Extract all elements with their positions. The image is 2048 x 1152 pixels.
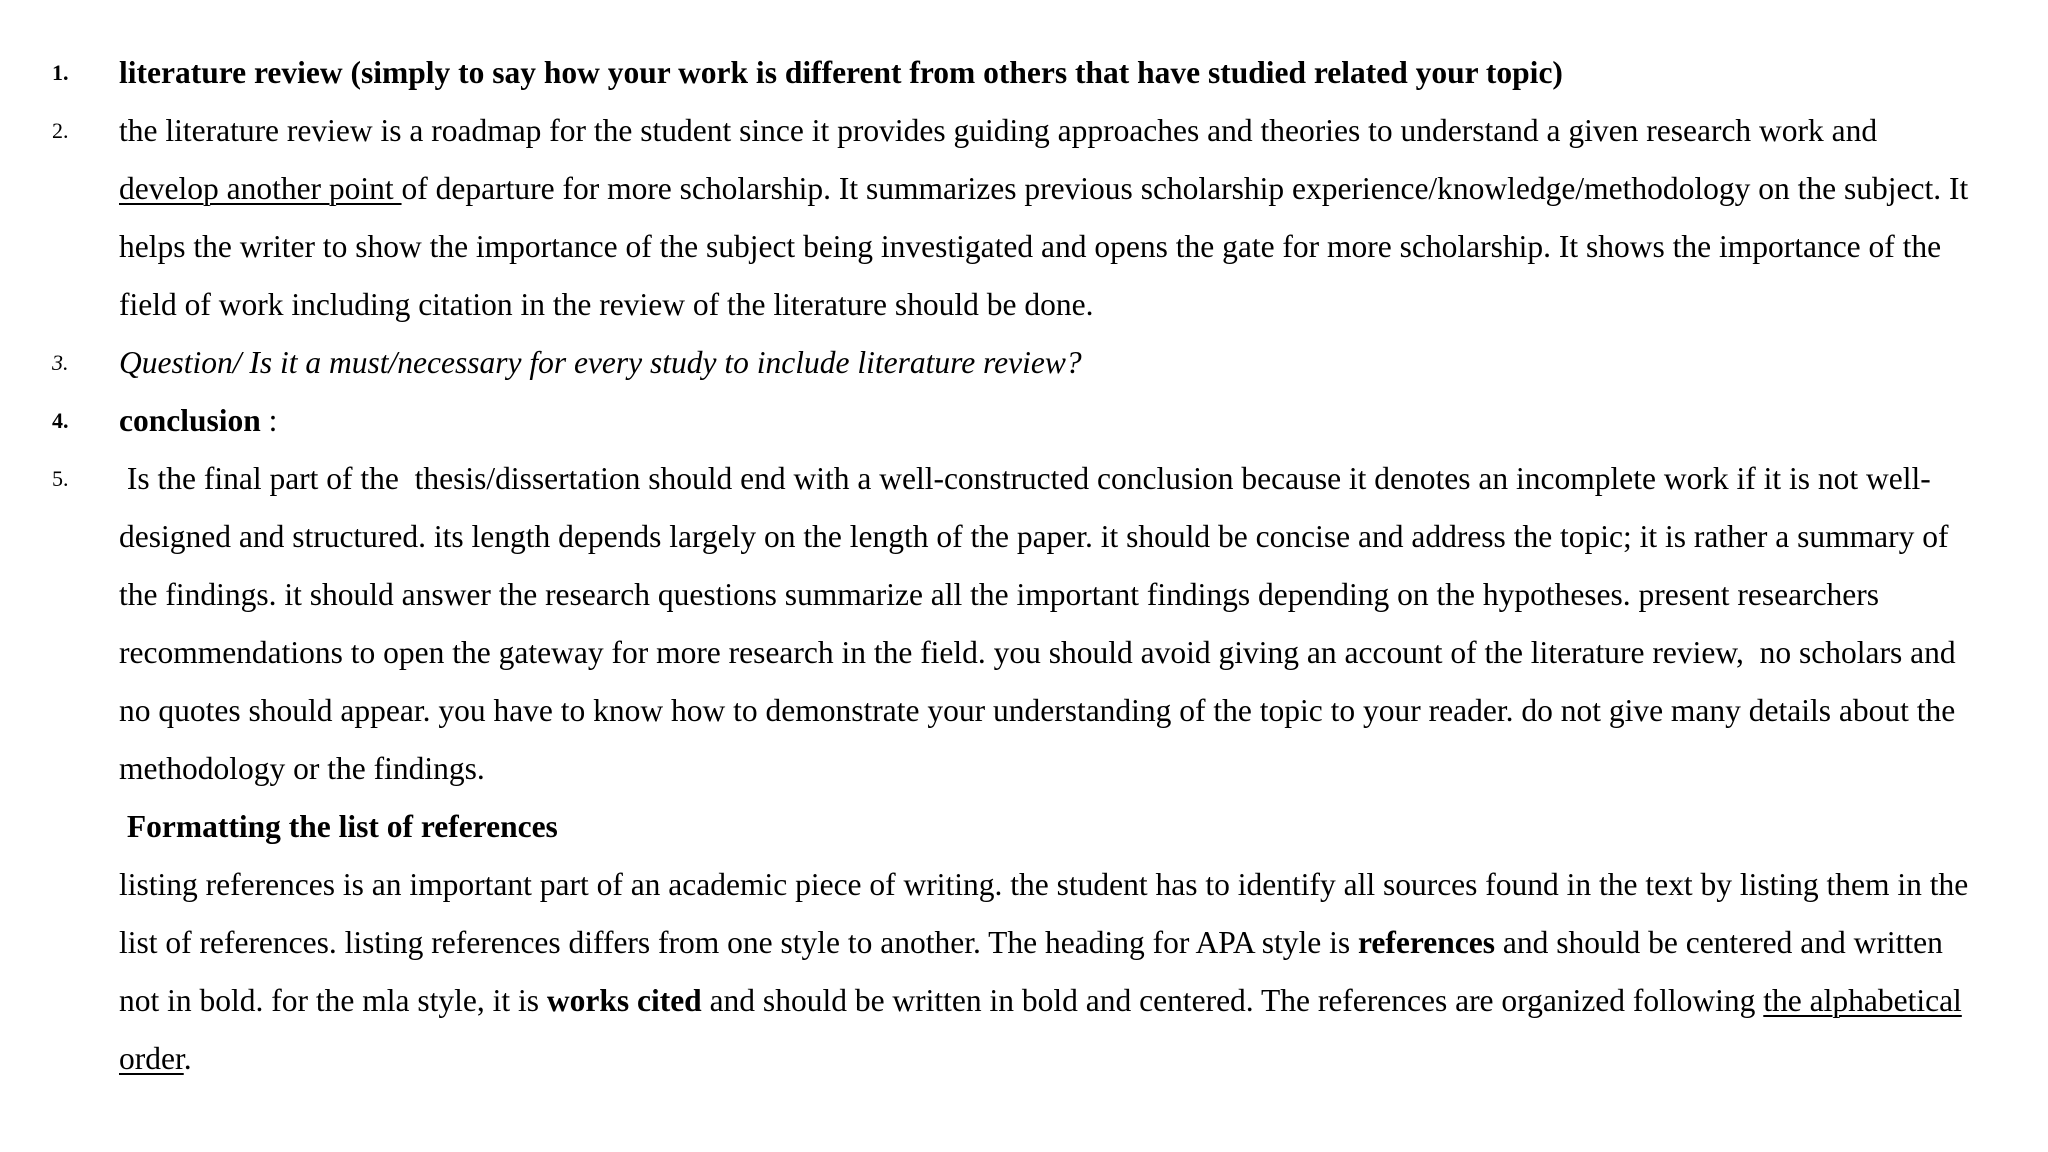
conclusion-paragraph-line-1: Is the final part of the thesis/dissertation should end with a well-constructed conclusion because it denotes an incomplete work if it is not well- <box>119 461 1931 496</box>
conclusion-paragraph-line-5: no quotes should appear. you have to know how to demonstrate your understanding of the topic to your reader. do not give many details about the <box>119 693 1956 728</box>
conclusion-label: conclusion <box>119 403 261 438</box>
line-text: of departure for more scholarship. It summarizes previous scholarship experience/knowledge/methodology on the subject. It <box>401 171 1969 206</box>
list-number-2: 2. <box>52 118 69 143</box>
literature-review-paragraph-line-4: field of work including citation in the review of the literature should be done. <box>119 287 1094 322</box>
underlined-phrase: the alphabetical <box>1763 983 1962 1018</box>
line-text: . <box>183 1041 192 1076</box>
question-line: Question/ Is it a must/necessary for every study to include literature review? <box>119 345 1082 380</box>
line-text: and should be centered and written <box>1494 925 1943 960</box>
list-number-5: 5. <box>52 466 69 491</box>
conclusion-paragraph-line-3: the findings. it should answer the research questions summarize all the important findings depending on the hypotheses. present researchers <box>119 577 1880 612</box>
apa-heading-term: references <box>1357 925 1495 960</box>
list-number-1: 1. <box>52 60 69 85</box>
underlined-phrase: develop another point <box>119 171 402 206</box>
literature-review-paragraph-line-2 <box>119 160 1968 218</box>
conclusion-heading <box>119 392 277 450</box>
line-text: and should be written in bold and centered. The references are organized following <box>701 983 1764 1018</box>
mla-heading-term: works cited <box>546 983 702 1018</box>
conclusion-paragraph-line-6: methodology or the findings. <box>119 751 485 786</box>
conclusion-colon: : <box>260 403 278 438</box>
line-text: not in bold. for the mla style, it is <box>119 983 547 1018</box>
list-number-3: 3. <box>52 350 69 375</box>
references-heading: Formatting the list of references <box>119 809 558 844</box>
references-paragraph-line-1: listing references is an important part of an academic piece of writing. the student has to identify all sources found in the text by listing them in the <box>119 867 1969 902</box>
references-paragraph-line-4 <box>119 1030 192 1088</box>
line-text: list of references. listing references differs from one style to another. The heading for APA style is <box>119 925 1358 960</box>
underlined-phrase: order <box>119 1041 184 1076</box>
literature-review-heading: literature review (simply to say how your work is different from others that have studied related your topic) <box>119 55 1563 90</box>
references-paragraph-line-2 <box>119 914 1943 972</box>
literature-review-paragraph-line-1: the literature review is a roadmap for the student since it provides guiding approaches and theories to understand a given research work and <box>119 113 1878 148</box>
references-paragraph-line-3 <box>119 972 1962 1030</box>
literature-review-paragraph-line-3: helps the writer to show the importance of the subject being investigated and opens the gate for more scholarship. It shows the importance of the <box>119 229 1942 264</box>
conclusion-paragraph-line-4: recommendations to open the gateway for more research in the field. you should avoid giving an account of the literature review, no scholars and <box>119 635 1956 670</box>
list-number-4: 4. <box>52 408 69 433</box>
conclusion-paragraph-line-2: designed and structured. its length depends largely on the length of the paper. it should be concise and address the topic; it is rather a summary of <box>119 519 1949 554</box>
